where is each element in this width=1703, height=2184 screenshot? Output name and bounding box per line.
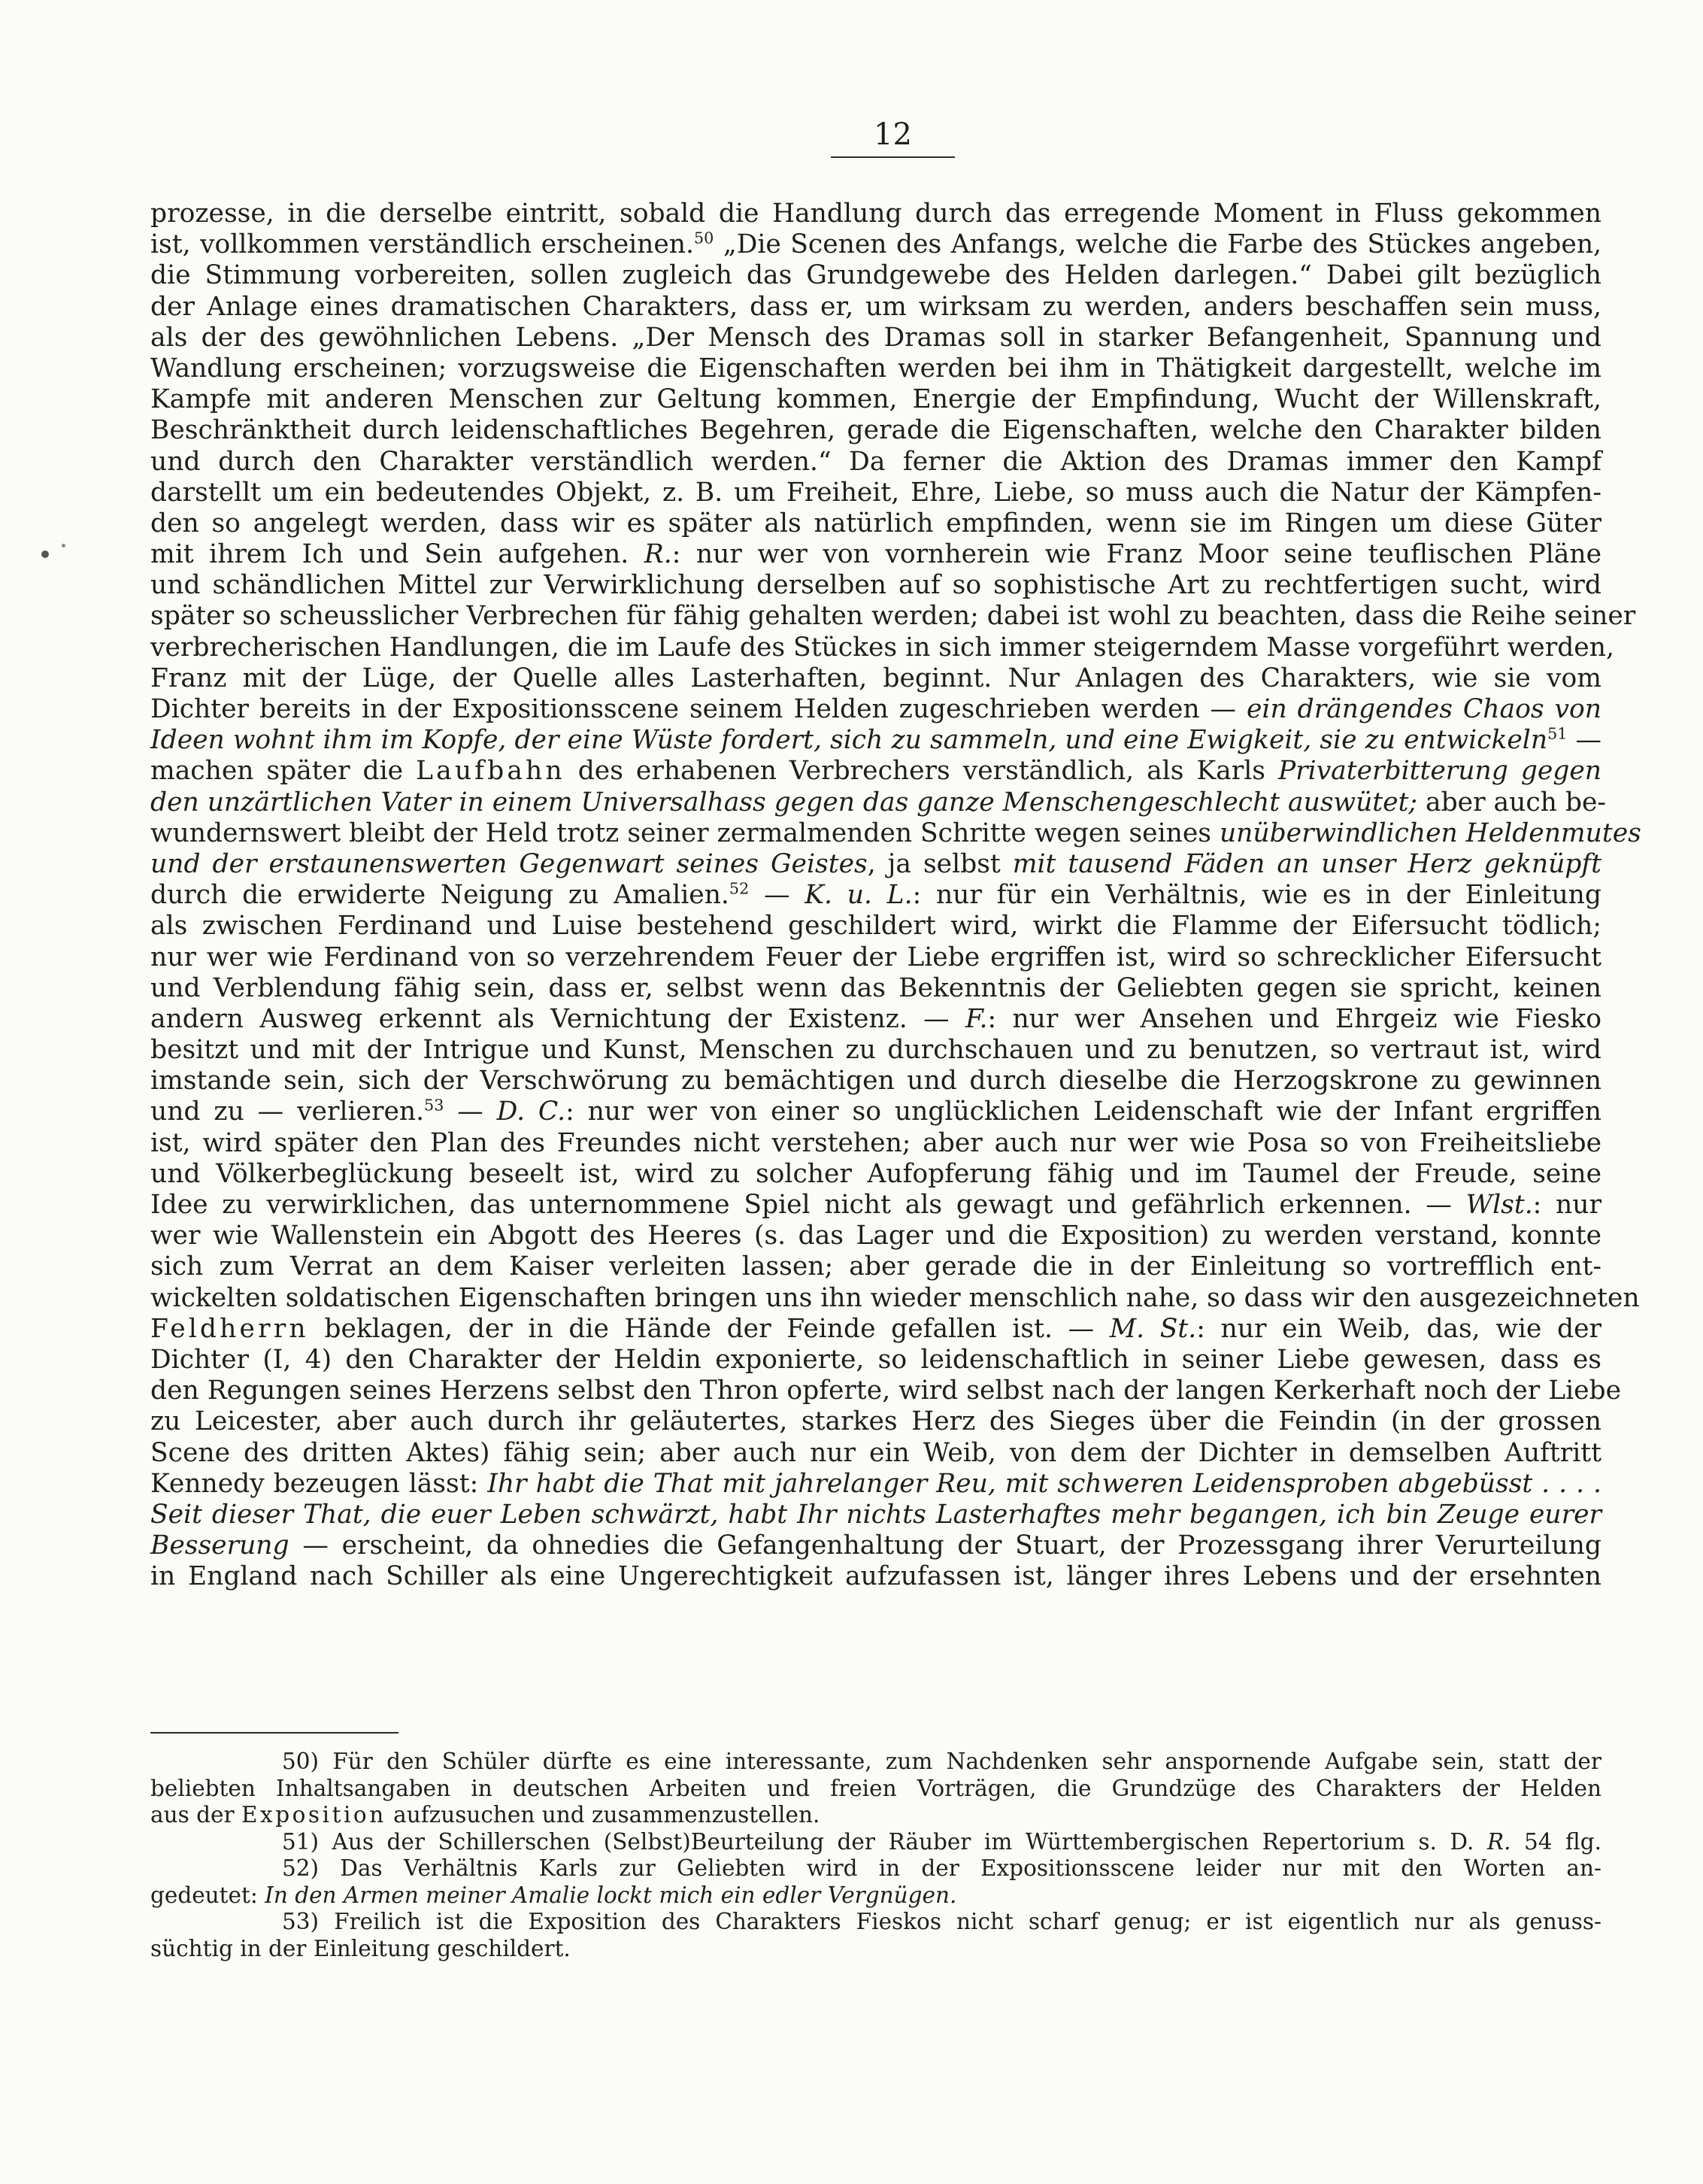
italic-text: Privaterbitterung gegen (1277, 756, 1602, 787)
text-line (150, 1159, 1601, 1190)
text-run: aufzusuchen und zusammenzustellen. (386, 1802, 820, 1828)
text-run: — erscheint, da ohnedies die Gefangenhaltung der Stuart, der Prozessgang ihrer Verurteilung (289, 1530, 1601, 1561)
text-run: sich zum Verrat an dem Kaiser verleiten lassen; aber gerade die in der Einleitung so vortrefflich ent- (150, 1251, 1601, 1282)
margin-ink-mark (62, 544, 65, 548)
text-run: : nur wer Ansehen und Ehrgeiz wie Fiesko (987, 1003, 1601, 1034)
text-run: süchtig in der Einleitung geschildert. (150, 1935, 571, 1961)
spaced-emphasis-text: Laufbahn (416, 756, 565, 787)
text-line (150, 508, 1601, 539)
text-run: — (749, 880, 805, 911)
page-number: 12 (874, 117, 912, 152)
text-run: Wandlung erscheinen; vorzugsweise die Eigenschaften werden bei ihm in Thätigkeit dargestellt, welche im (150, 353, 1601, 384)
text-run: — (1567, 725, 1601, 756)
text-line (150, 199, 1601, 229)
italic-text: F. (965, 1003, 988, 1034)
text-line (150, 415, 1601, 446)
italic-text: K. u. L. (805, 880, 913, 911)
text-run: : nur wer von vornherein wie Franz Moor seine teuflischen Pläne (671, 539, 1601, 570)
text-line (150, 601, 1636, 632)
footnote-reference: 52 (729, 879, 750, 898)
text-line (150, 1282, 1640, 1314)
page-number-underline (831, 156, 955, 158)
italic-text: Besserung (150, 1530, 289, 1561)
margin-ink-mark (41, 551, 49, 558)
italic-text: R. (1486, 1828, 1511, 1855)
text-line (150, 817, 1641, 849)
text-line (150, 292, 1601, 323)
footnote-line (150, 1882, 1601, 1909)
text-line (150, 942, 1601, 973)
text-line (150, 1345, 1601, 1376)
italic-text: Ihr habt die That mit jahrelanger Reu, mit schweren Leidensproben abgebüsst . . . . (487, 1468, 1601, 1499)
text-line (150, 1066, 1601, 1097)
text-run: Beschränktheit durch leidenschaftliches Begehren, gerade die Eigenschaften, welche den Charakter bilden (150, 415, 1601, 446)
text-run: Dichter (I, 4) den Charakter der Heldin exponierte, so leidenschaftlich in seiner Liebe gewesen, dass es (150, 1344, 1601, 1375)
text-run: nur wer wie Ferdinand von so verzehrendem Feuer der Liebe ergriffen ist, wird so schrecklicher Eifersucht (150, 942, 1601, 972)
text-run: des erhabenen Verbrechers verständlich, als Karls (565, 756, 1278, 787)
text-run: und durch den Charakter verständlich werden.“ Da ferner die Aktion des Dramas immer den Kampf (150, 446, 1601, 477)
text-run: mit ihrem Ich und Sein aufgehen. (150, 539, 644, 570)
text-line (150, 694, 1601, 725)
italic-text: und der erstaunenswerten Gegenwart seines Geistes (150, 848, 868, 879)
footnote-line (150, 1829, 1601, 1856)
text-run: Kennedy bezeugen lässt: (150, 1468, 488, 1499)
text-line (150, 911, 1601, 942)
italic-text: mit tausend Fäden an unser Herz geknüpft (1012, 848, 1602, 879)
text-run: in England nach Schiller als eine Ungerechtigkeit aufzufassen ist, länger ihres Lebens und der ersehnten (150, 1561, 1601, 1592)
text-run: ist, wird später den Plan des Freundes nicht verstehen; aber auch nur wer wie Posa so von Freiheitsliebe (150, 1127, 1601, 1158)
text-line (150, 478, 1601, 508)
text-line (150, 353, 1601, 384)
text-line (150, 1561, 1601, 1592)
text-run: : nur wer von einer so unglücklichen Leidenschaft wie der Infant ergriffen (565, 1097, 1601, 1127)
footnote-line (150, 1855, 1601, 1882)
footnote-line (150, 1802, 1601, 1829)
italic-text: R. (644, 539, 672, 570)
text-run: darstellt um ein bedeutendes Objekt, z. B. um Freiheit, Ehre, Liebe, so muss auch die Natur der Kämpfen- (150, 477, 1601, 508)
italic-text: In den Armen meiner Amalie lockt mich ein edler Vergnügen. (265, 1882, 957, 1908)
footnote-line (150, 1776, 1601, 1803)
text-run: Kampfe mit anderen Menschen zur Geltung kommen, Energie der Empfindung, Wucht der Willenskraft, (150, 384, 1601, 415)
text-line (150, 1097, 1601, 1127)
text-line (150, 1035, 1601, 1066)
text-run: und zu — verlieren. (150, 1097, 425, 1127)
text-run: gedeutet: (150, 1882, 265, 1908)
text-run: beliebten Inhaltsangaben in deutschen Arbeiten und freien Vorträgen, die Grundzüge des Charakters der Helden (150, 1775, 1601, 1801)
text-line (150, 756, 1601, 787)
text-run: Idee zu verwirklichen, das unternommene Spiel nicht als gewagt und gefährlich erkennen. — (150, 1190, 1466, 1220)
text-line (150, 1500, 1601, 1530)
text-run: später so scheusslicher Verbrechen für fähig gehalten werden; dabei ist wohl zu beachten, dass die Reihe seiner (150, 601, 1636, 632)
text-run: und schändlichen Mittel zur Verwirklichung derselben auf so sophistische Art zu rechtfertigen sucht, wird (150, 570, 1601, 601)
text-line (150, 632, 1614, 663)
spaced-emphasis-text: Exposition (241, 1802, 386, 1828)
text-run: zu Leicester, aber auch durch ihr geläutertes, starkes Herz des Sieges über die Feindin (in der grossen (150, 1406, 1601, 1437)
text-run: wundernswert bleibt der Held trotz seiner zermalmenden Schritte wegen seines (150, 817, 1220, 848)
text-run: 51) Aus der Schillerschen (Selbst)Beurteilung der Räuber im Württembergischen Repertorium s. D. (282, 1828, 1487, 1855)
text-line (150, 1469, 1601, 1500)
italic-text: ein drängendes Chaos von (1247, 694, 1601, 724)
italic-text: M. St. (1109, 1313, 1197, 1344)
italic-text: Seit dieser That, die euer Leben schwärzt, habt Ihr nichts Lasterhaftes mehr begangen, ich bin Zeuge eurer (150, 1499, 1601, 1530)
text-run: 52) Das Verhältnis Karls zur Geliebten wird in der Expositionsscene leider nur mit den Worten an- (282, 1855, 1601, 1881)
text-line (150, 663, 1601, 694)
italic-text: Ideen wohnt ihm im Kopfe, der eine Wüste fordert, sich zu sammeln, und eine Ewigkeit, sie zu entwickeln (150, 725, 1548, 756)
text-run: verbrecherischen Handlungen, die im Laufe des Stückes in sich immer steigerndem Masse vorgeführt werden, (150, 632, 1614, 663)
text-line (150, 1128, 1601, 1159)
text-line (150, 570, 1601, 601)
text-run: wickelten soldatischen Eigenschaften bringen uns ihn wieder menschlich nahe, so dass wir den ausgezeichneten (150, 1282, 1640, 1313)
text-run: prozesse, in die derselbe eintritt, sobald die Handlung durch das erregende Moment in Fluss gekommen (150, 199, 1601, 229)
text-line (150, 880, 1601, 911)
text-run: wer wie Wallenstein ein Abgott des Heeres (s. das Lager und die Exposition) zu werden verstand, konnte (150, 1221, 1601, 1251)
footnotes (150, 1749, 1601, 1962)
text-run: „Die Scenen des Anfangs, welche die Farbe des Stückes angeben, (714, 229, 1601, 260)
text-line (150, 1314, 1601, 1345)
text-run: Franz mit der Lüge, der Quelle alles Lasterhaften, beginnt. Nur Anlagen des Charakters, wie sie vom (150, 663, 1601, 693)
text-run: aber auch be- (1417, 787, 1607, 817)
text-run: : nur (1532, 1190, 1601, 1220)
text-line (150, 787, 1607, 818)
text-run: die Stimmung vorbereiten, sollen zugleich das Grundgewebe des Helden darlegen.“ Dabei gilt bezüglich (150, 260, 1601, 291)
footnote-reference: 53 (424, 1096, 444, 1115)
footnote-line (150, 1909, 1601, 1936)
text-line (150, 229, 1601, 260)
text-run: : nur ein Weib, das, wie der (1196, 1313, 1601, 1344)
text-run: 50) Für den Schüler dürfte es eine interessante, zum Nachdenken sehr anspornende Aufgabe sein, statt der (282, 1749, 1601, 1774)
text-line (150, 447, 1601, 478)
text-run: und Verblendung fähig sein, dass er, selbst wenn das Bekenntnis der Geliebten gegen sie spricht, keinen (150, 972, 1601, 1003)
text-run: machen später die (150, 756, 417, 787)
text-run: ist, vollkommen verständlich erscheinen. (150, 229, 694, 260)
text-run: Dichter bereits in der Expositionsscene seinem Helden zugeschrieben werden — (150, 694, 1247, 724)
footnote-reference: 51 (1547, 724, 1568, 743)
text-line (150, 384, 1601, 415)
text-line (150, 1438, 1601, 1469)
text-run: 54 flg. (1511, 1828, 1601, 1855)
text-run: Scene des dritten Aktes) fähig sein; aber auch nur ein Weib, von dem der Dichter in demselben Auftritt (150, 1437, 1601, 1468)
footnote-separator (150, 1732, 398, 1734)
text-run: , ja selbst (867, 848, 1013, 879)
text-line (150, 1376, 1622, 1406)
italic-text: D. C. (496, 1097, 566, 1127)
italic-text: Wlst. (1465, 1190, 1533, 1220)
text-line (150, 1406, 1601, 1437)
text-run: — (444, 1097, 497, 1127)
text-line (150, 1251, 1601, 1282)
text-line (150, 1530, 1601, 1561)
spaced-emphasis-text: Feldherrn (150, 1313, 309, 1344)
text-line (150, 849, 1601, 880)
footnote-reference: 50 (694, 229, 714, 247)
text-line (150, 1190, 1601, 1221)
text-run: den Regungen seines Herzens selbst den Thron opferte, wird selbst nach der langen Kerkerhaft noch der Liebe (150, 1376, 1622, 1406)
body-text (150, 199, 1641, 1592)
footnote-line (150, 1749, 1601, 1776)
text-run: beklagen, der in die Hände der Feinde gefallen ist. — (308, 1313, 1110, 1344)
text-line (150, 973, 1601, 1004)
italic-text: den unzärtlichen Vater in einem Universalhass gegen das ganze Menschengeschlecht auswütet; (150, 787, 1418, 817)
text-run: und Völkerbeglückung beseelt ist, wird zu solcher Aufopferung fähig und im Taumel der Freude, seine (150, 1158, 1601, 1189)
text-line (150, 260, 1601, 291)
text-line (150, 323, 1601, 353)
text-run: besitzt und mit der Intrigue und Kunst, Menschen zu durchschauen und zu benutzen, so vertraut ist, wird (150, 1035, 1601, 1066)
text-run: der Anlage eines dramatischen Charakters, dass er, um wirksam zu werden, anders beschaffen sein muss, (150, 291, 1601, 322)
text-line (150, 1004, 1601, 1035)
text-run: aus der (150, 1802, 241, 1828)
text-run: andern Ausweg erkennt als Vernichtung der Existenz. — (150, 1003, 965, 1034)
text-run: als zwischen Ferdinand und Luise bestehend geschildert wird, wirkt die Flamme der Eifersucht tödlich; (150, 911, 1601, 942)
text-run: imstande sein, sich der Verschwörung zu bemächtigen und durch dieselbe die Herzogskrone zu gewinnen (150, 1066, 1601, 1097)
italic-text: unüberwindlichen Heldenmutes (1219, 817, 1641, 848)
text-line (150, 1221, 1601, 1251)
text-run: als der des gewöhnlichen Lebens. „Der Mensch des Dramas soll in starker Befangenheit, Spannung und (150, 322, 1601, 353)
text-line (150, 725, 1601, 756)
text-run: durch die erwiderte Neigung zu Amalien. (150, 880, 729, 911)
footnote-line (150, 1936, 1601, 1963)
text-run: : nur für ein Verhältnis, wie es in der Einleitung (912, 880, 1601, 911)
text-run: 53) Freilich ist die Exposition des Charakters Fieskos nicht scharf genug; er ist eigentlich nur als genuss- (282, 1909, 1601, 1934)
text-run: den so angelegt werden, dass wir es später als natürlich empfinden, wenn sie im Ringen um diese Güter (150, 508, 1601, 538)
text-line (150, 539, 1601, 570)
